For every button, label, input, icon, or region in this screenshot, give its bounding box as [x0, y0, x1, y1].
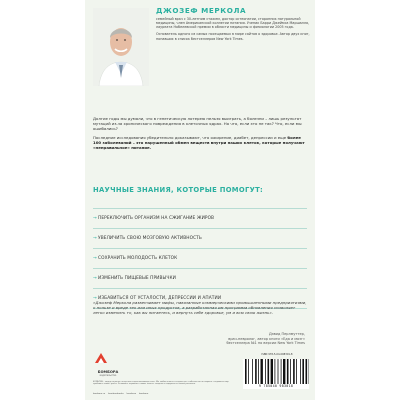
- barcode: [243, 359, 309, 389]
- arrow-icon: →: [93, 236, 97, 241]
- arrow-icon: →: [93, 276, 97, 281]
- testimonial-author: [175, 332, 305, 346]
- author-bio: [156, 17, 313, 44]
- benefit-item: [93, 208, 307, 228]
- benefit-item: [93, 228, 307, 248]
- description-paragraph: [93, 135, 307, 150]
- social-link[interactable]: bombora: [139, 393, 149, 395]
- benefit-item: [93, 248, 307, 268]
- testimonial-quote: «Джозеф Меркола развенчивает мифы, навязанные коммерческими промышленными предприятиями, о пользе и вреде тех или иных продуктов, а разработанная им программа обновления позволяет легко изменить то, как вы питаетесь, и вернуть себе здоровье, ум и всю свою жизнь».: [93, 300, 307, 315]
- publisher-social-links: [93, 393, 238, 395]
- arrow-icon: →: [93, 216, 97, 221]
- social-link[interactable]: bomborabooks: [108, 393, 124, 395]
- barcode-bars: [243, 359, 309, 384]
- author-photo: [93, 8, 149, 86]
- cover-content: [85, 0, 315, 400]
- bombora-logo-icon: [93, 351, 109, 365]
- author-name: ДЖОЗЕФ МЕРКОЛА: [156, 6, 247, 15]
- testimonial-author-role: бестселлера №1 по версии New York Times: [226, 341, 305, 346]
- book-description: [93, 116, 307, 155]
- benefit-label: СОХРАНИТЬ МОЛОДОСТЬ КЛЕТОК: [98, 256, 178, 261]
- publisher-logo: [93, 350, 123, 380]
- publisher-imprint: БОМБОРА – лидер на рынке полезных и вдохновляющих книг. Мы любим книги и создаем их, чтобы вы могли творить, открывать мир, пробовать новое, расти. Узнавайте первыми о новых книгах, скидках и подарках из нашей рассылки.: [93, 381, 229, 386]
- isbn: ISBN 978-5-04-098301-8: [261, 353, 293, 356]
- social-link[interactable]: bombora.ru: [93, 393, 106, 395]
- author-bio-paragraph: семейный врач с 30-летним стажем, доктор остеопатии, сторонник натуральной медицины, член Американской коллегии питания. Ученик Барри Джеймса Маршалла, лауреата Нобелевской премии в области медицины и физиологии 2005 года.: [156, 17, 310, 30]
- arrow-icon: →: [93, 296, 97, 301]
- benefit-label: ПЕРЕКЛЮЧИТЬ ОРГАНИЗМ НА СЖИГАНИЕ ЖИРОВ: [98, 216, 215, 221]
- benefit-label: ИЗБАВИТЬСЯ ОТ УСТАЛОСТИ, ДЕПРЕССИИ И АПАТИИ: [98, 296, 222, 301]
- description-highlight: более 100 заболеваний – это нарушенный обмен веществ внутри наших клеток, которые получают «неправильное» питание.: [93, 135, 305, 151]
- description-paragraph: Долгие годы мы думали, что в генетическую лотерею нельзя выиграть, а болезни – лишь результат мутаций из-за хронического повреждения в клеточных ядрах. Но что, если это не так? Что, если мы ошибались?: [93, 116, 302, 132]
- barcode-digits: 9 785040 983018: [258, 384, 294, 388]
- publisher-name: БОМБОРА: [97, 370, 119, 374]
- benefit-item: [93, 268, 307, 288]
- social-link[interactable]: bombora: [126, 393, 136, 395]
- benefits-heading: НАУЧНЫЕ ЗНАНИЯ, КОТОРЫЕ ПОМОГУТ:: [93, 186, 264, 194]
- arrow-icon: →: [93, 256, 97, 261]
- description-text: Последние исследования убедительно доказывают, что ожирение, диабет, депрессии и еще: [93, 135, 288, 141]
- testimonial-author-name: Дэвид Перлмуттер,: [268, 332, 305, 336]
- benefit-label: ИЗМЕНИТЬ ПИЩЕВЫЕ ПРИВЫЧКИ: [98, 276, 176, 281]
- benefit-label: УВЕЛИЧИТЬ СВОЮ МОЗГОВУЮ АКТИВНОСТЬ: [98, 236, 202, 241]
- testimonial-author-role: врач-невролог, автор книги «Еда и мозг»: [228, 336, 305, 341]
- benefits-list: [93, 208, 307, 309]
- publisher-subtitle: издательство: [99, 374, 117, 377]
- author-bio-paragraph: Основатель одного из самых посещаемых в мире сайтов о здоровье. Автор двух книг, попавших в список бестселлеров New York Times.: [156, 32, 310, 41]
